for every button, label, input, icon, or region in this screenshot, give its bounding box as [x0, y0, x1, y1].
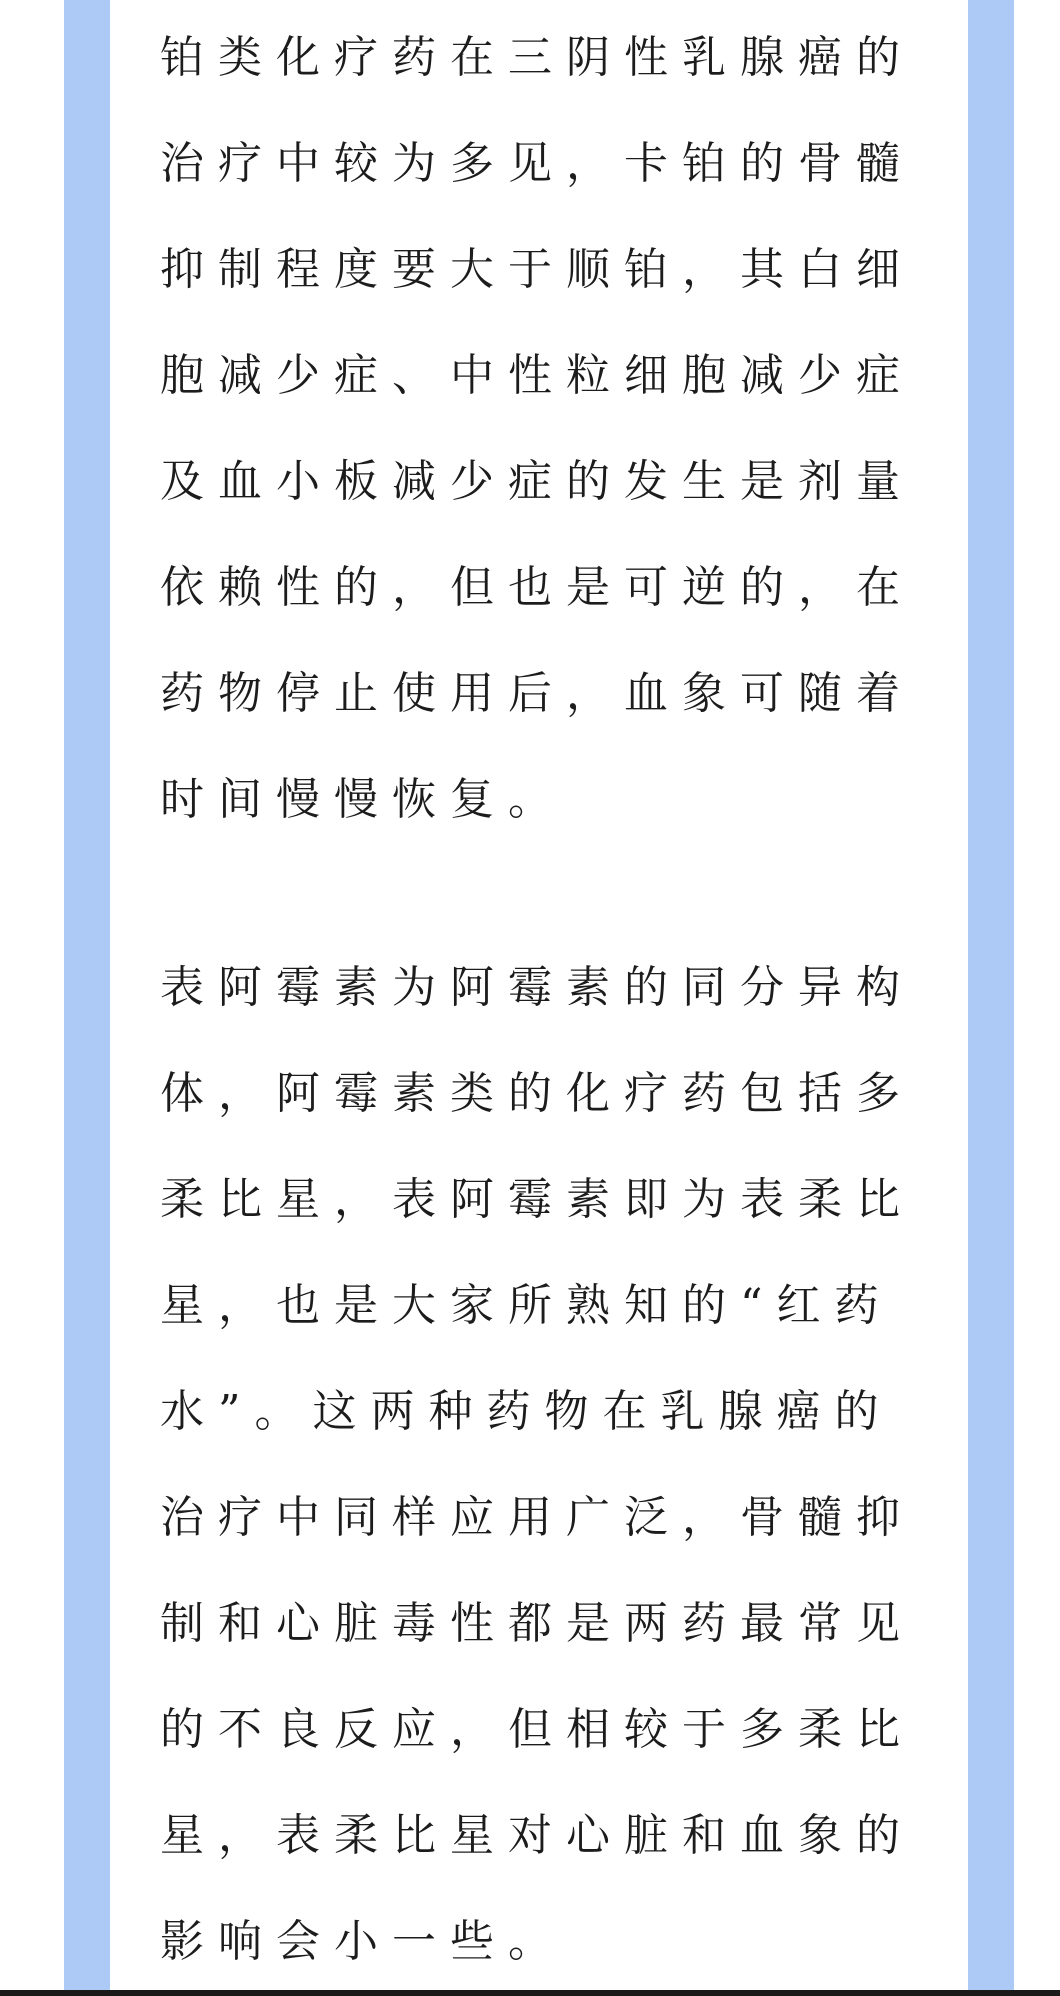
- text-line: 制和心脏毒性都是两药最常见: [160, 1598, 914, 1649]
- text-line: 依赖性的，但也是可逆的，在: [160, 562, 914, 613]
- right-decorative-bar: [968, 0, 1014, 1990]
- text-line: 表阿霉素为阿霉素的同分异构: [160, 962, 914, 1013]
- paragraph-epirubicin: [160, 935, 920, 1995]
- paragraph-platinum-chemo: [160, 5, 920, 853]
- text-line: 治疗中较为多见，卡铂的骨髓: [160, 138, 914, 189]
- text-line: 影响会小一些。: [160, 1916, 566, 1967]
- text-line: 药物停止使用后，血象可随着: [160, 668, 914, 719]
- text-line: 星，表柔比星对心脏和血象的: [160, 1810, 914, 1861]
- text-line: 体，阿霉素类的化疗药包括多: [160, 1068, 914, 1119]
- text-line: 水”。这两种药物在乳腺癌的: [160, 1386, 893, 1437]
- left-margin: [0, 0, 64, 1996]
- text-line: 铂类化疗药在三阴性乳腺癌的: [160, 32, 914, 83]
- text-line: 及血小板减少症的发生是剂量: [160, 456, 914, 507]
- text-line: 星，也是大家所熟知的“红药: [160, 1280, 893, 1331]
- text-line: 治疗中同样应用广泛，骨髓抑: [160, 1492, 914, 1543]
- right-margin: [1014, 0, 1060, 1996]
- text-line: 的不良反应，但相较于多柔比: [160, 1704, 914, 1755]
- text-line: 柔比星，表阿霉素即为表柔比: [160, 1174, 914, 1225]
- text-line: 抑制程度要大于顺铂，其白细: [160, 244, 914, 295]
- text-line: 时间慢慢恢复。: [160, 774, 566, 825]
- bottom-border: [0, 1990, 1060, 1996]
- left-decorative-bar: [64, 0, 110, 1990]
- text-line: 胞减少症、中性粒细胞减少症: [160, 350, 914, 401]
